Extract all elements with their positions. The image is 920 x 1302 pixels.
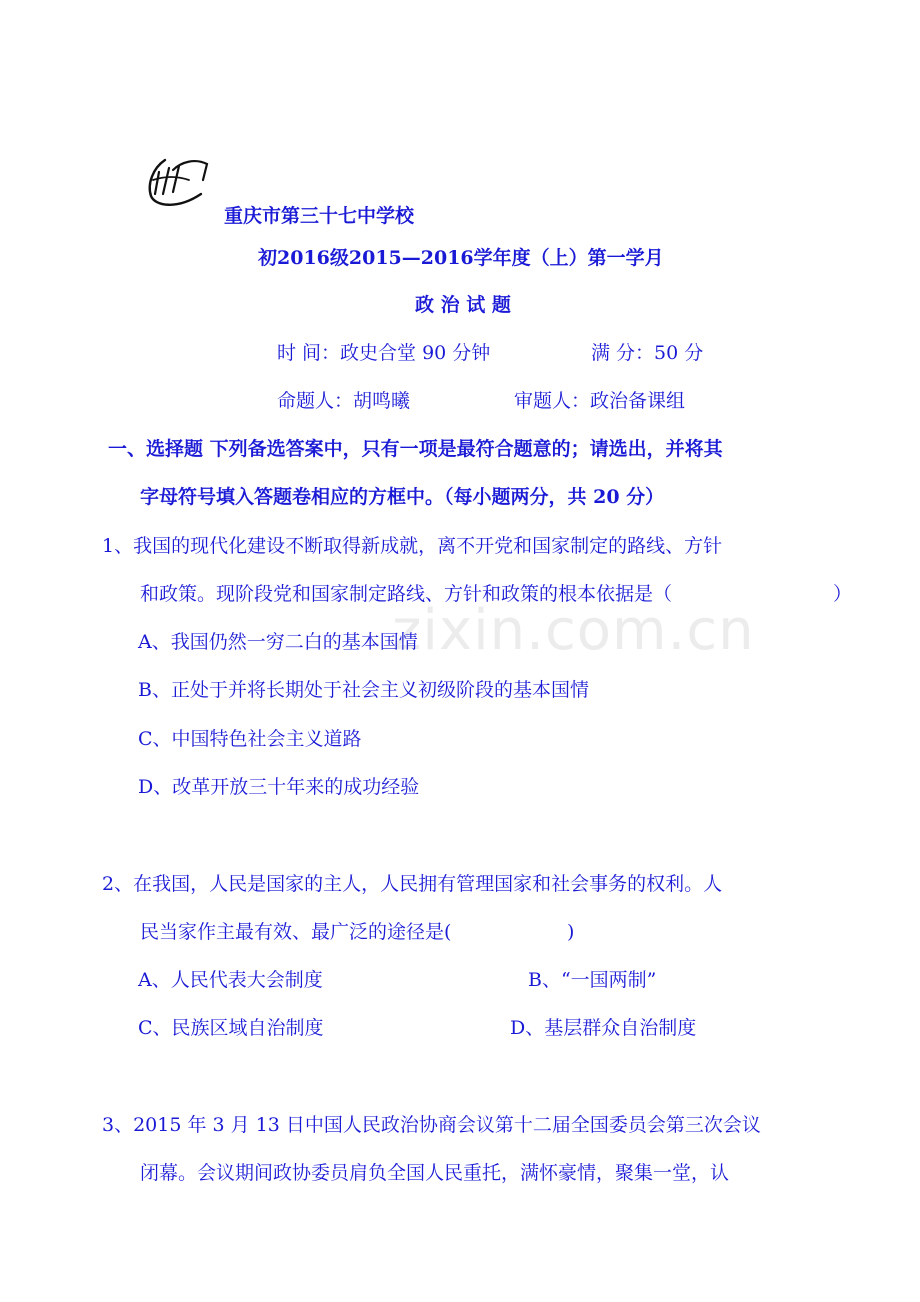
question-2-close-paren: ) bbox=[567, 921, 575, 943]
author-label: 命题人：胡鸣曦 bbox=[277, 390, 411, 412]
question-2-line2: 民当家作主最有效、最广泛的途径是( bbox=[140, 921, 452, 943]
question-1-option-a: A、我国仍然一穷二白的基本国情 bbox=[138, 631, 418, 653]
question-2-option-a: A、人民代表大会制度 bbox=[138, 969, 323, 991]
question-3-line1: 3、2015 年 3 月 13 日中国人民政治协商会议第十二届全国委员会第三次会议 bbox=[102, 1114, 761, 1136]
reviewer-label: 审题人：政治备课组 bbox=[514, 390, 686, 412]
time-label: 时 间：政史合堂 90 分钟 bbox=[277, 342, 491, 364]
question-1-option-d: D、改革开放三十年来的成功经验 bbox=[138, 776, 420, 798]
exam-term: 初2016级2015—2016学年度（上）第一学月 bbox=[258, 247, 664, 269]
question-1-option-c: C、中国特色社会主义道路 bbox=[138, 728, 362, 750]
exam-subject: 政 治 试 题 bbox=[415, 294, 511, 316]
question-1-line2: 和政策。现阶段党和国家制定路线、方针和政策的根本依据是（ bbox=[140, 583, 673, 605]
score-label: 满 分：50 分 bbox=[591, 342, 704, 364]
question-2-line1: 2、在我国，人民是国家的主人，人民拥有管理国家和社会事务的权利。人 bbox=[102, 873, 723, 895]
section-instruction-line2: 字母符号填入答题卷相应的方框中。（每小题两分，共 20 分） bbox=[140, 486, 665, 508]
school-logo bbox=[143, 150, 213, 214]
question-2-option-c: C、民族区域自治制度 bbox=[138, 1017, 324, 1039]
question-1-close-paren: ） bbox=[833, 583, 853, 605]
watermark: zixin.com.cn bbox=[392, 598, 755, 663]
question-1-line1: 1、我国的现代化建设不断取得新成就，离不开党和国家制定的路线、方针 bbox=[102, 535, 723, 557]
question-3-line2: 闭幕。会议期间政协委员肩负全国人民重托，满怀豪情，聚集一堂，认 bbox=[140, 1162, 730, 1184]
question-1-option-b: B、正处于并将长期处于社会主义初级阶段的基本国情 bbox=[138, 679, 589, 701]
section-instruction-line1: 一、选择题 下列备选答案中，只有一项是最符合题意的；请选出，并将其 bbox=[108, 438, 723, 460]
question-2-option-d: D、基层群众自治制度 bbox=[510, 1017, 697, 1039]
school-name: 重庆市第三十七中学校 bbox=[224, 205, 415, 227]
question-2-option-b: B、“一国两制” bbox=[528, 969, 657, 991]
